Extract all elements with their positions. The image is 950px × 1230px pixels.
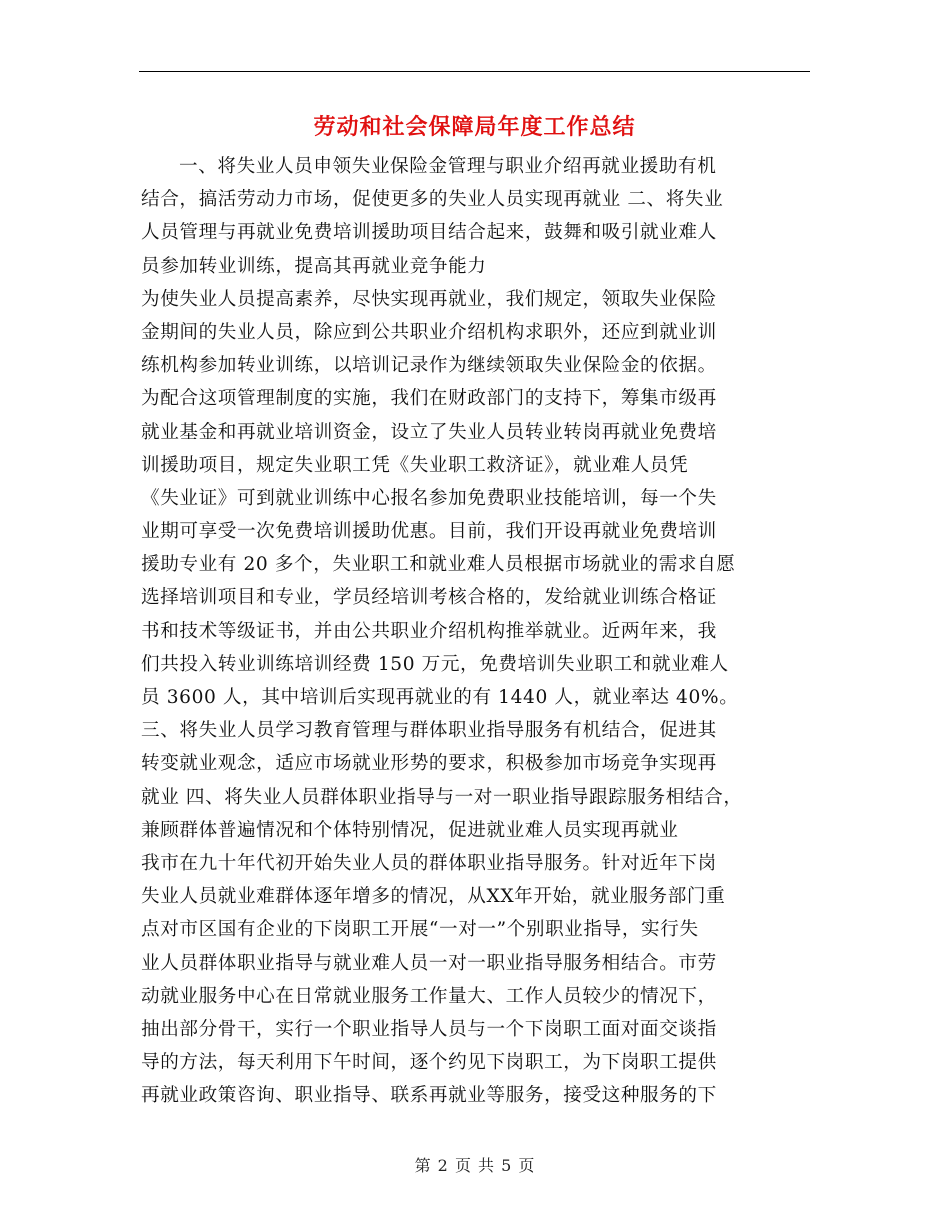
body-line: 结合，搞活劳动力市场，促使更多的失业人员实现再就业 二、将失业 <box>141 189 724 211</box>
body-line: 一、将失业人员申领失业保险金管理与职业介绍再就业援助有机 <box>179 156 717 177</box>
body-line: 练机构参加转业训练，以培训记录作为继续领取失业保险金的依据。 <box>141 355 717 377</box>
body-line: 抽出部分骨干，实行一个职业指导人员与一个下岗职工面对面交谈指 <box>141 1018 717 1040</box>
document-title: 劳动和社会保障局年度工作总结 <box>313 115 636 140</box>
body-line: 员参加转业训练，提高其再就业竞争能力 <box>141 255 487 277</box>
body-line: 选择培训项目和专业，学员经培训考核合格的，发给就业训练合格证 <box>141 587 717 609</box>
body-line: 兼顾群体普遍情况和个体特别情况，促进就业难人员实现再就业 <box>141 819 679 841</box>
body-line: 员 3600 人，其中培训后实现再就业的有 1440 人，就业率达 40%。 <box>141 687 739 708</box>
document-body <box>141 150 821 1112</box>
body-line: 为使失业人员提高素养，尽快实现再就业，我们规定，领取失业保险 <box>141 288 717 310</box>
body-line: 就业基金和再就业培训资金，设立了失业人员转业转岗再就业免费培 <box>141 421 717 443</box>
body-line: 失业人员就业难群体逐年增多的情况，从XX年开始，就业服务部门重 <box>141 886 726 908</box>
body-line: 《失业证》可到就业训练中心报名参加免费职业技能培训，每一个失 <box>141 487 717 509</box>
body-line: 导的方法，每天利用下午时间，逐个约见下岗职工，为下岗职工提供 <box>141 1052 717 1074</box>
body-line: 们共投入转业训练培训经费 150 万元，免费培训失业职工和就业难人 <box>141 653 729 675</box>
page-number: 第 2 页 共 5 页 <box>414 1156 536 1175</box>
body-line: 我市在九十年代初开始失业人员的群体职业指导服务。针对近年下岗 <box>141 852 717 874</box>
body-line: 转变就业观念，适应市场就业形势的要求，积极参加市场竞争实现再 <box>141 753 717 775</box>
body-line: 就业 四、将失业人员群体职业指导与一对一职业指导跟踪服务相结合， <box>141 786 743 808</box>
body-line: 为配合这项管理制度的实施，我们在财政部门的支持下，筹集市级再 <box>141 388 717 410</box>
body-line: 人员管理与再就业免费培训援助项目结合起来，鼓舞和吸引就业难人 <box>141 222 717 244</box>
body-line: 再就业政策咨询、职业指导、联系再就业等服务，接受这种服务的下 <box>141 1085 717 1107</box>
body-line: 三、将失业人员学习教育管理与群体职业指导服务有机结合，促进其 <box>141 720 717 742</box>
header-rule <box>139 71 810 72</box>
body-line: 金期间的失业人员，除应到公共职业介绍机构求职外，还应到就业训 <box>141 321 717 343</box>
body-line: 业期可享受一次免费培训援助优惠。目前，我们开设再就业免费培训 <box>141 521 717 543</box>
body-line: 援助专业有 20 多个，失业职工和就业难人员根据市场就业的需求自愿 <box>141 554 736 576</box>
body-line: 点对市区国有企业的下岗职工开展“一对一”个别职业指导，实行失 <box>141 919 699 941</box>
body-line: 书和技术等级证书，并由公共职业介绍机构推举就业。近两年来，我 <box>141 620 717 642</box>
body-line: 业人员群体职业指导与就业难人员一对一职业指导服务相结合。市劳 <box>141 952 717 974</box>
body-line: 动就业服务中心在日常就业服务工作量大、工作人员较少的情况下， <box>141 985 717 1007</box>
body-line: 训援助项目，规定失业职工凭《失业职工救济证》，就业难人员凭 <box>141 454 689 476</box>
